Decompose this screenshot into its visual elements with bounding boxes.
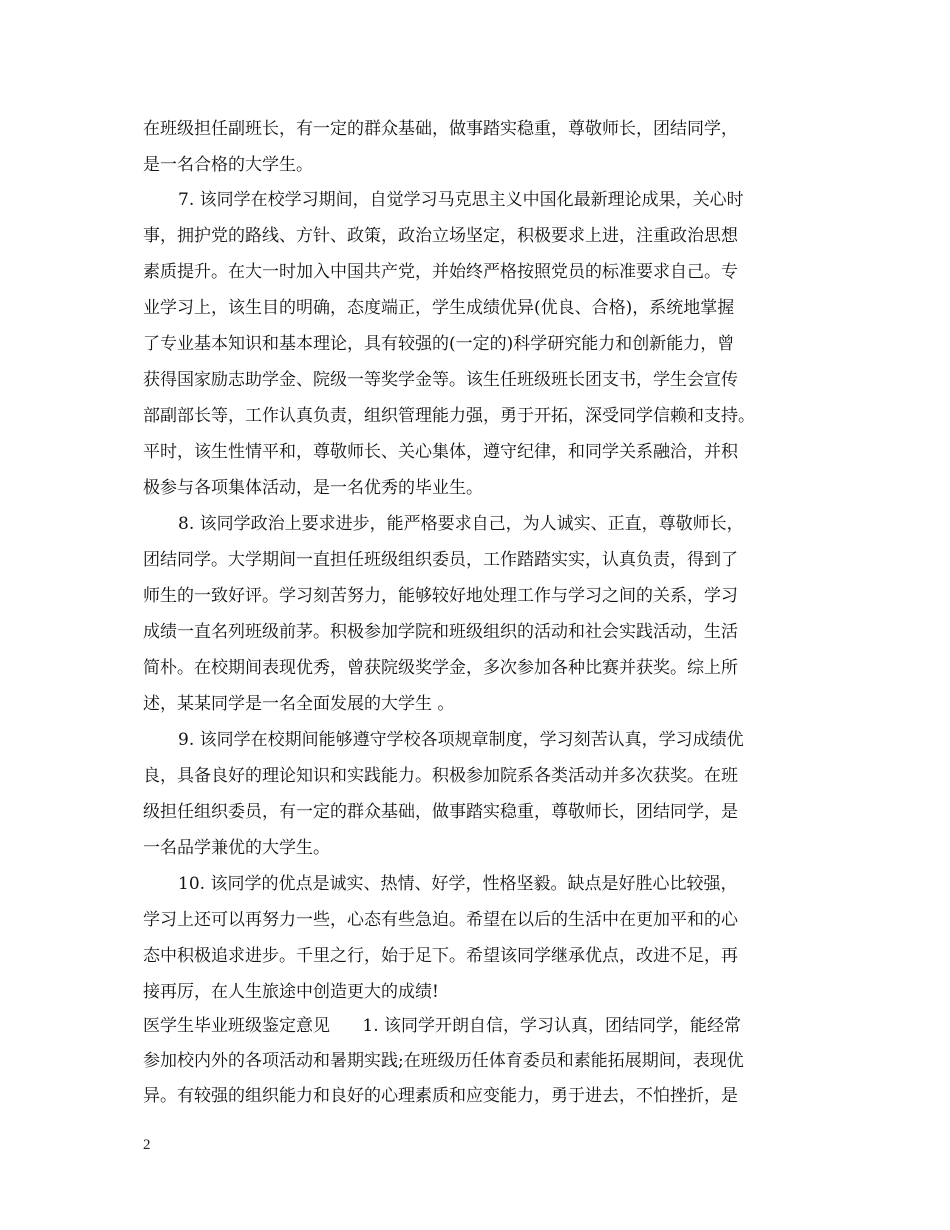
text-line: 9. 该同学在校期间能够遵守学校各项规章制度，学习刻苦认真，学习成绩优 bbox=[178, 730, 744, 750]
text-line: 8. 该同学政治上要求进步，能严格要求自己，为人诚实、正直，尊敬师长， bbox=[178, 514, 744, 534]
text-line: 一名品学兼优的大学生。 bbox=[143, 838, 330, 858]
text-line: 部副部长等，工作认真负责，组织管理能力强，勇于开拓，深受同学信赖和支持。 bbox=[143, 406, 755, 426]
text-line: 接再厉，在人生旅途中创造更大的成绩! bbox=[143, 982, 439, 1002]
text-line: 学习上还可以再努力一些，心态有些急迫。希望在以后的生活中在更加平和的心 bbox=[143, 910, 738, 930]
text-line: 获得国家励志助学金、院级一等奖学金等。该生任班级班长团支书，学生会宣传 bbox=[143, 370, 738, 390]
text-line: 级担任组织委员，有一定的群众基础，做事踏实稳重，尊敬师长，团结同学，是 bbox=[143, 802, 738, 822]
text-line: 业学习上，该生目的明确，态度端正，学生成绩优异(优良、合格)，系统地掌握 bbox=[143, 298, 735, 318]
text-line: 极参与各项集体活动，是一名优秀的毕业生。 bbox=[143, 478, 483, 498]
text-line: 医学生毕业班级鉴定意见 1. 该同学开朗自信，学习认真，团结同学，能经常 bbox=[143, 1016, 742, 1036]
text-line: 10. 该同学的优点是诚实、热情、好学，性格坚毅。缺点是好胜心比较强， bbox=[178, 874, 738, 894]
text-line: 平时，该生性情平和，尊敬师长、关心集体，遵守纪律，和同学关系融洽，并积 bbox=[143, 442, 738, 462]
text-line: 简朴。在校期间表现优秀，曾获院级奖学金，多次参加各种比赛并获奖。综上所 bbox=[143, 658, 738, 678]
text-line: 述，某某同学是一名全面发展的大学生 。 bbox=[143, 694, 455, 714]
page-number: 2 bbox=[143, 1137, 151, 1153]
text-line: 在班级担任副班长，有一定的群众基础，做事踏实稳重，尊敬师长，团结同学， bbox=[143, 119, 738, 139]
text-line: 成绩一直名列班级前茅。积极参加学院和班级组织的活动和社会实践活动，生活 bbox=[143, 622, 738, 642]
text-line: 了专业基本知识和基本理论，具有较强的(一定的)科学研究能力和创新能力，曾 bbox=[143, 334, 735, 354]
text-line: 事，拥护党的路线、方针、政策，政治立场坚定，积极要求上进，注重政治思想 bbox=[143, 226, 738, 246]
text-line: 团结同学。大学期间一直担任班级组织委员，工作踏踏实实，认真负责，得到了 bbox=[143, 550, 738, 570]
text-line: 参加校内外的各项活动和暑期实践;在班级历任体育委员和素能拓展期间，表现优 bbox=[143, 1051, 744, 1071]
text-line: 态中积极追求进步。千里之行，始于足下。希望该同学继承优点，改进不足，再 bbox=[143, 946, 738, 966]
text-line: 素质提升。在大一时加入中国共产党，并始终严格按照党员的标准要求自己。专 bbox=[143, 262, 738, 282]
text-line: 7. 该同学在校学习期间，自觉学习马克思主义中国化最新理论成果，关心时 bbox=[178, 190, 744, 210]
text-line: 良，具备良好的理论知识和实践能力。积极参加院系各类活动并多次获奖。在班 bbox=[143, 766, 738, 786]
text-line: 师生的一致好评。学习刻苦努力，能够较好地处理工作与学习之间的关系，学习 bbox=[143, 586, 738, 606]
text-line: 异。有较强的组织能力和良好的心理素质和应变能力，勇于进去，不怕挫折，是 bbox=[143, 1086, 738, 1106]
text-line: 是一名合格的大学生。 bbox=[143, 155, 313, 175]
